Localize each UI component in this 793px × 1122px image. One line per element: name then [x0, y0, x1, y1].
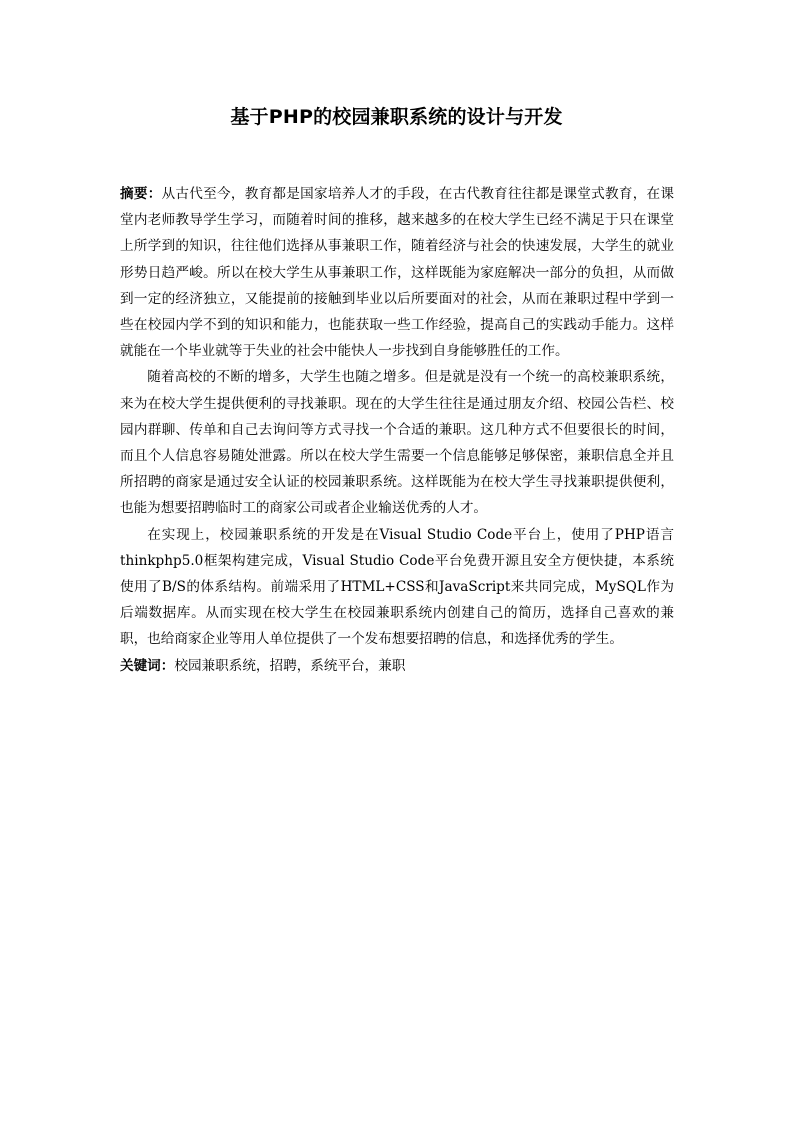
abstract-paragraph-1	[120, 181, 674, 364]
abstract-paragraph-2: 随着高校的不断的增多，大学生也随之增多。但是就是没有一个统一的高校兼职系统，来为在校大学生提供便利的寻找兼职。现在的大学生往往是通过朋友介绍、校园公告栏、校园内群聊、传单和自己去询问等方式寻找一个合适的兼职。这几种方式不但要很长的时间，而且个人信息容易随处泄露。所以在校大学生需要一个信息能够足够保密，兼职信息全并且所招聘的商家是通过安全认证的校园兼职系统。这样既能为在校大学生寻找兼职提供便利，也能为想要招聘临时工的商家公司或者企业输送优秀的人才。	[120, 369, 674, 517]
abstract-label: 摘要：	[120, 186, 162, 202]
keywords-label: 关键词：	[120, 657, 175, 674]
document-title: 基于PHP的校园兼职系统的设计与开发	[230, 106, 563, 128]
abstract-section	[120, 181, 674, 679]
abstract-paragraph-1-text: 从古代至今，教育都是国家培养人才的手段，在古代教育往往都是课堂式教育，在课堂内老师教导学生学习，而随着时间的推移，越来越多的在校大学生已经不满足于只在课堂上所学到的知识，往往他们选择从事兼职工作，随着经济与社会的快速发展，大学生的就业形势日趋严峻。所以在校大学生从事兼职工作，这样既能为家庭解决一部分的负担，从而做到一定的经济独立，又能提前的接触到毕业以后所要面对的社会，从而在兼职过程中学到一些在校园内学不到的知识和能力，也能获取一些工作经验，提高自己的实践动手能力。这样就能在一个毕业就等于失业的社会中能快人一步找到自身能够胜任的工作。	[120, 186, 675, 360]
abstract-paragraph-3: 在实现上，校园兼职系统的开发是在Visual Studio Code平台上，使用了PHP语言thinkphp5.0框架构建完成，Visual Studio Code平台免费开源且安全方便快捷，本系统使用了B/S的体系结构。前端采用了HTML+CSS和JavaScript来共同完成，MySQL作为后端数据库。从而实现在校大学生在校园兼职系统内创建自己的简历，选择自己喜欢的兼职，也给商家企业等用人单位提供了一个发布想要招聘的信息，和选择优秀的学生。	[120, 526, 674, 648]
keywords-line	[120, 653, 674, 679]
keywords-value: 校园兼职系统，招聘，系统平台，兼职	[174, 657, 406, 674]
